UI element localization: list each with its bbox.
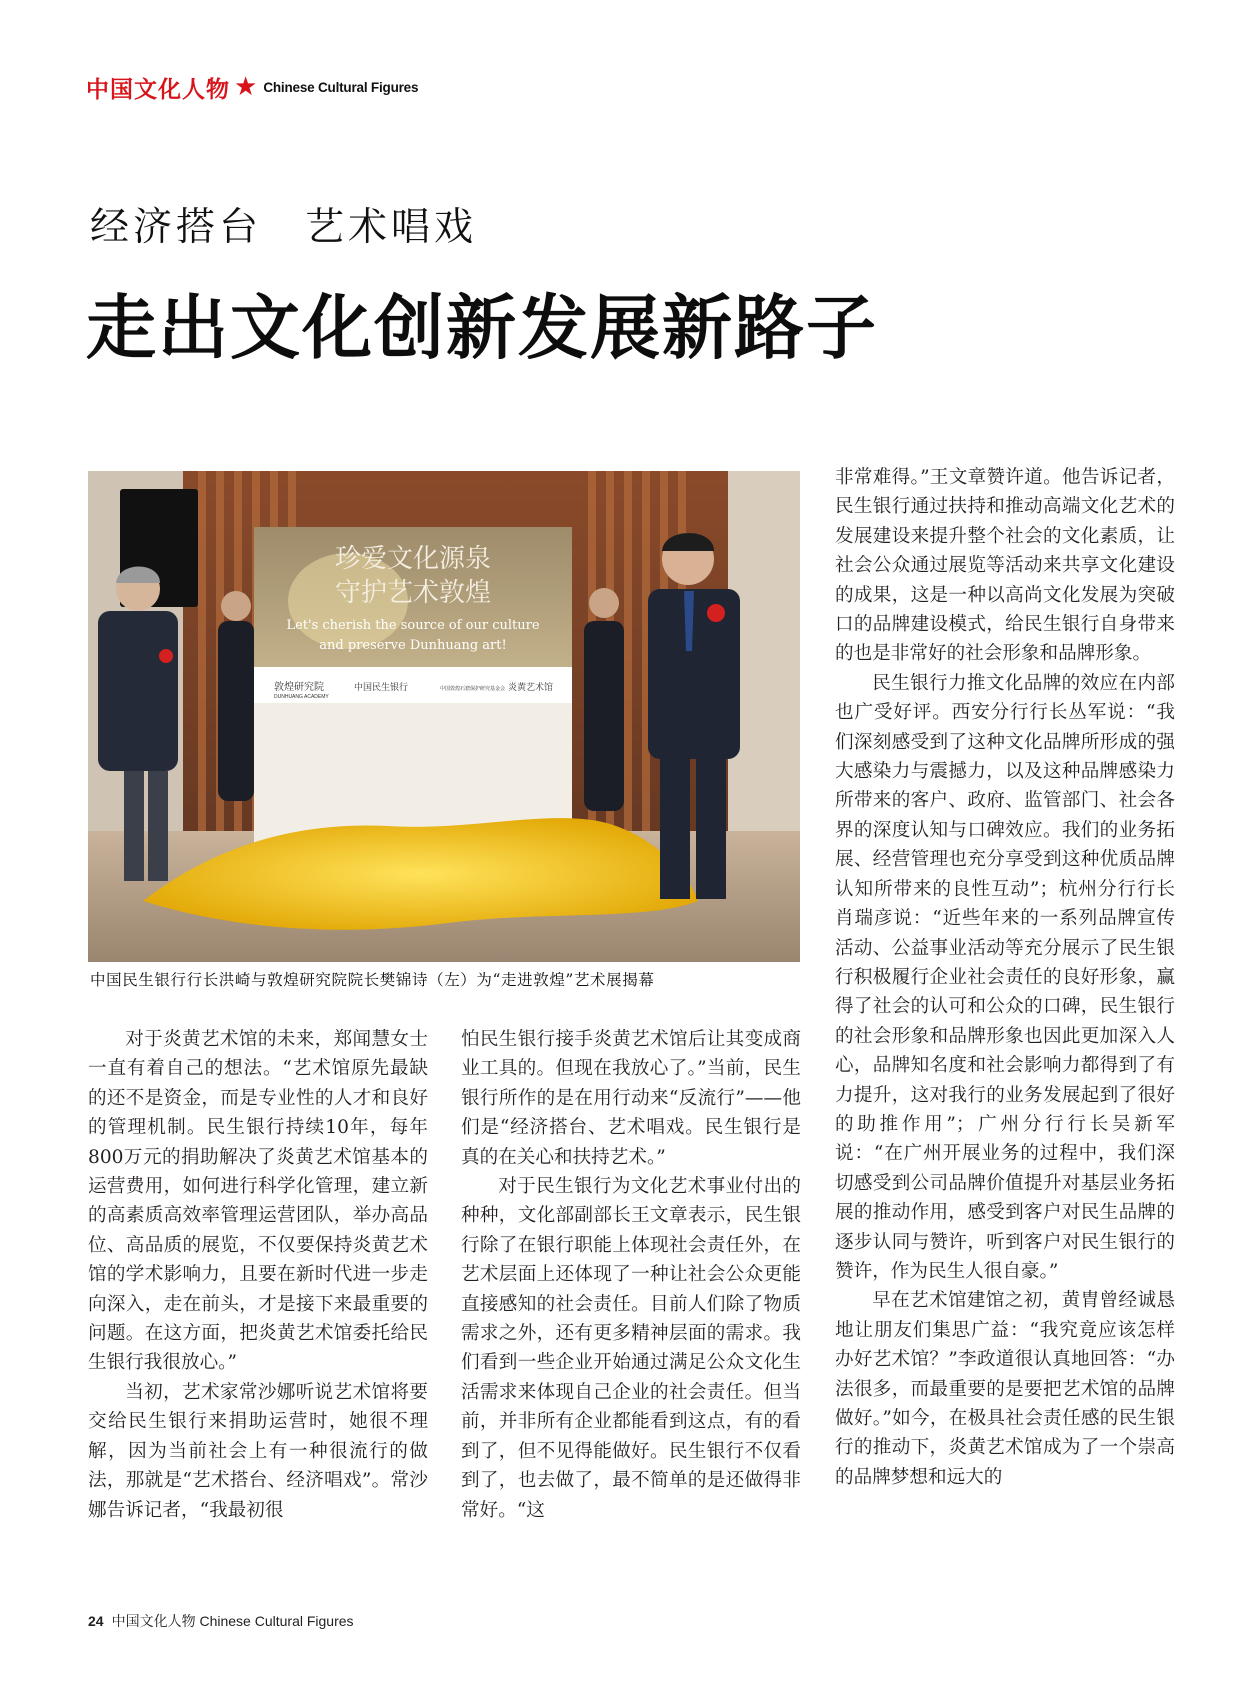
page-number: 24 [88, 1613, 104, 1629]
panel-logo-foundation: 中国敦煌石窟保护研究基金会 [440, 686, 506, 692]
article-subtitle: 经济搭台 艺术唱戏 [90, 205, 478, 250]
unveiling-ceremony-image [88, 471, 800, 962]
paragraph: 非常难得。”王文章赞许道。他告诉记者，民生银行通过扶持和推动高端文化艺术的发展建设来提升整个社会的文化素质，让社会公众通过展览等活动来共享文化建设的成果，这是一种以高尚文化发展为突破口的品牌建设模式，给民生银行自身带来的也是非常好的社会形象和品牌形象。 [835, 467, 1175, 665]
article-photo [88, 471, 800, 962]
text-column-3 [835, 463, 1175, 1492]
magazine-logo-en: Chinese Cultural Figures [263, 79, 419, 95]
panel-cn-line2: 守护艺术敦煌 [334, 578, 492, 608]
panel-en-line1: Let's cherish the source of our culture [286, 618, 540, 633]
paragraph: 当初，艺术家常沙娜听说艺术馆将要交给民生银行来捐助运营时，她很不理解，因为当前社会上有一种很流行的做法，那就是“艺术搭台、经济唱戏”。常沙娜告诉记者，“我最初很 [88, 1381, 428, 1521]
paragraph: 早在艺术馆建馆之初，黄胄曾经诚恳地让朋友们集思广益：“我究竟应该怎样办好艺术馆？”李政道很认真地回答：“办法很多，而最重要的是要把艺术馆的品牌做好。”如今，在极具社会责任感的民生银行的推动下，炎黄艺术馆成为了一个崇高的品牌梦想和远大的 [835, 1290, 1175, 1488]
paragraph: 怕民生银行接手炎黄艺术馆后让其变成商业工具的。但现在我放心了。”当前，民生银行所作的是在用行动来“反流行”——他们是“经济搭台、艺术唱戏。民生银行是真的在关心和扶持艺术。” [461, 1029, 801, 1168]
panel-logo-dunhuang-en: DUNHUANG ACADEMY [274, 694, 329, 700]
text-column-1 [88, 1025, 428, 1525]
panel-cn-line1: 珍爱文化源泉 [334, 544, 492, 574]
footer-text: 中国文化人物 Chinese Cultural Figures [111, 1613, 354, 1629]
star-icon: ★ [234, 72, 258, 102]
text-column-2 [461, 1025, 801, 1525]
magazine-header [86, 70, 418, 104]
page-footer [88, 1611, 354, 1631]
article-title: 走出文化创新发展新路子 [86, 286, 878, 369]
panel-logo-minsheng: 中国民生银行 [354, 683, 409, 693]
paragraph: 民生银行力推文化品牌的效应在内部也广受好评。西安分行行长丛军说：“我们深刻感受到了这种文化品牌所形成的强大感染力与震撼力，以及这种品牌感染力所带来的客户、政府、监管部门、社会各界的深度认知与口碑效应。我们的业务拓展、经营管理也充分享受到这种优质品牌认知所带来的良性互动”；杭州分行行长肖瑞彦说：“近些年来的一系列品牌宣传活动、公益事业活动等充分展示了民生银行积极履行企业社会责任的良好形象，赢得了社会的认可和公众的口碑，民生银行的社会形象和品牌形象也因此更加深入人心，品牌知名度和社会影响力都得到了有力提升，这对我行的业务发展起到了很好的助推作用”；广州分行行长吴新军说：“在广州开展业务的过程中，我们深切感受到公司品牌价值提升对基层业务拓展的推动作用，感受到客户对民生品牌的逐步认同与赞许，听到客户对民生银行的赞许，作为民生人很自豪。” [835, 672, 1175, 1282]
paragraph: 对于炎黄艺术馆的未来，郑闻慧女士一直有着自己的想法。“艺术馆原先最缺的还不是资金，而是专业性的人才和良好的管理机制。民生银行持续10年，每年800万元的捐助解决了炎黄艺术馆基本的运营费用，如何进行科学化管理，建立新的高素质高效率管理运营团队，举办高品位、高品质的展览，不仅要保持炎黄艺术馆的学术影响力，且要在新时代进一步走向深入，走在前头，才是接下来最重要的问题。在这方面，把炎黄艺术馆委托给民生银行我很放心。” [88, 1029, 428, 1374]
magazine-logo-cn: 中国文化人物 [86, 75, 230, 103]
photo-caption: 中国民生银行行长洪崎与敦煌研究院院长樊锦诗（左）为“走进敦煌”艺术展揭幕 [90, 971, 655, 989]
panel-en-line2: and preserve Dunhuang art! [319, 638, 507, 653]
panel-logo-yanhuang: 炎黄艺术馆 [508, 683, 554, 693]
panel-logo-dunhuang: 敦煌研究院 [274, 682, 324, 693]
paragraph: 对于民生银行为文化艺术事业付出的种种，文化部副部长王文章表示，民生银行除了在银行职能上体现社会责任外，在艺术层面上还体现了一种让社会公众更能直接感知的社会责任。目前人们除了物质需求之外，还有更多精神层面的需求。我们看到一些企业开始通过满足公众文化生活需求来体现自己企业的社会责任。但当前，并非所有企业都能看到这点，有的看到了，但不见得能做好。民生银行不仅看到了，也去做了，最不简单的是还做得非常好。“这 [461, 1176, 801, 1521]
